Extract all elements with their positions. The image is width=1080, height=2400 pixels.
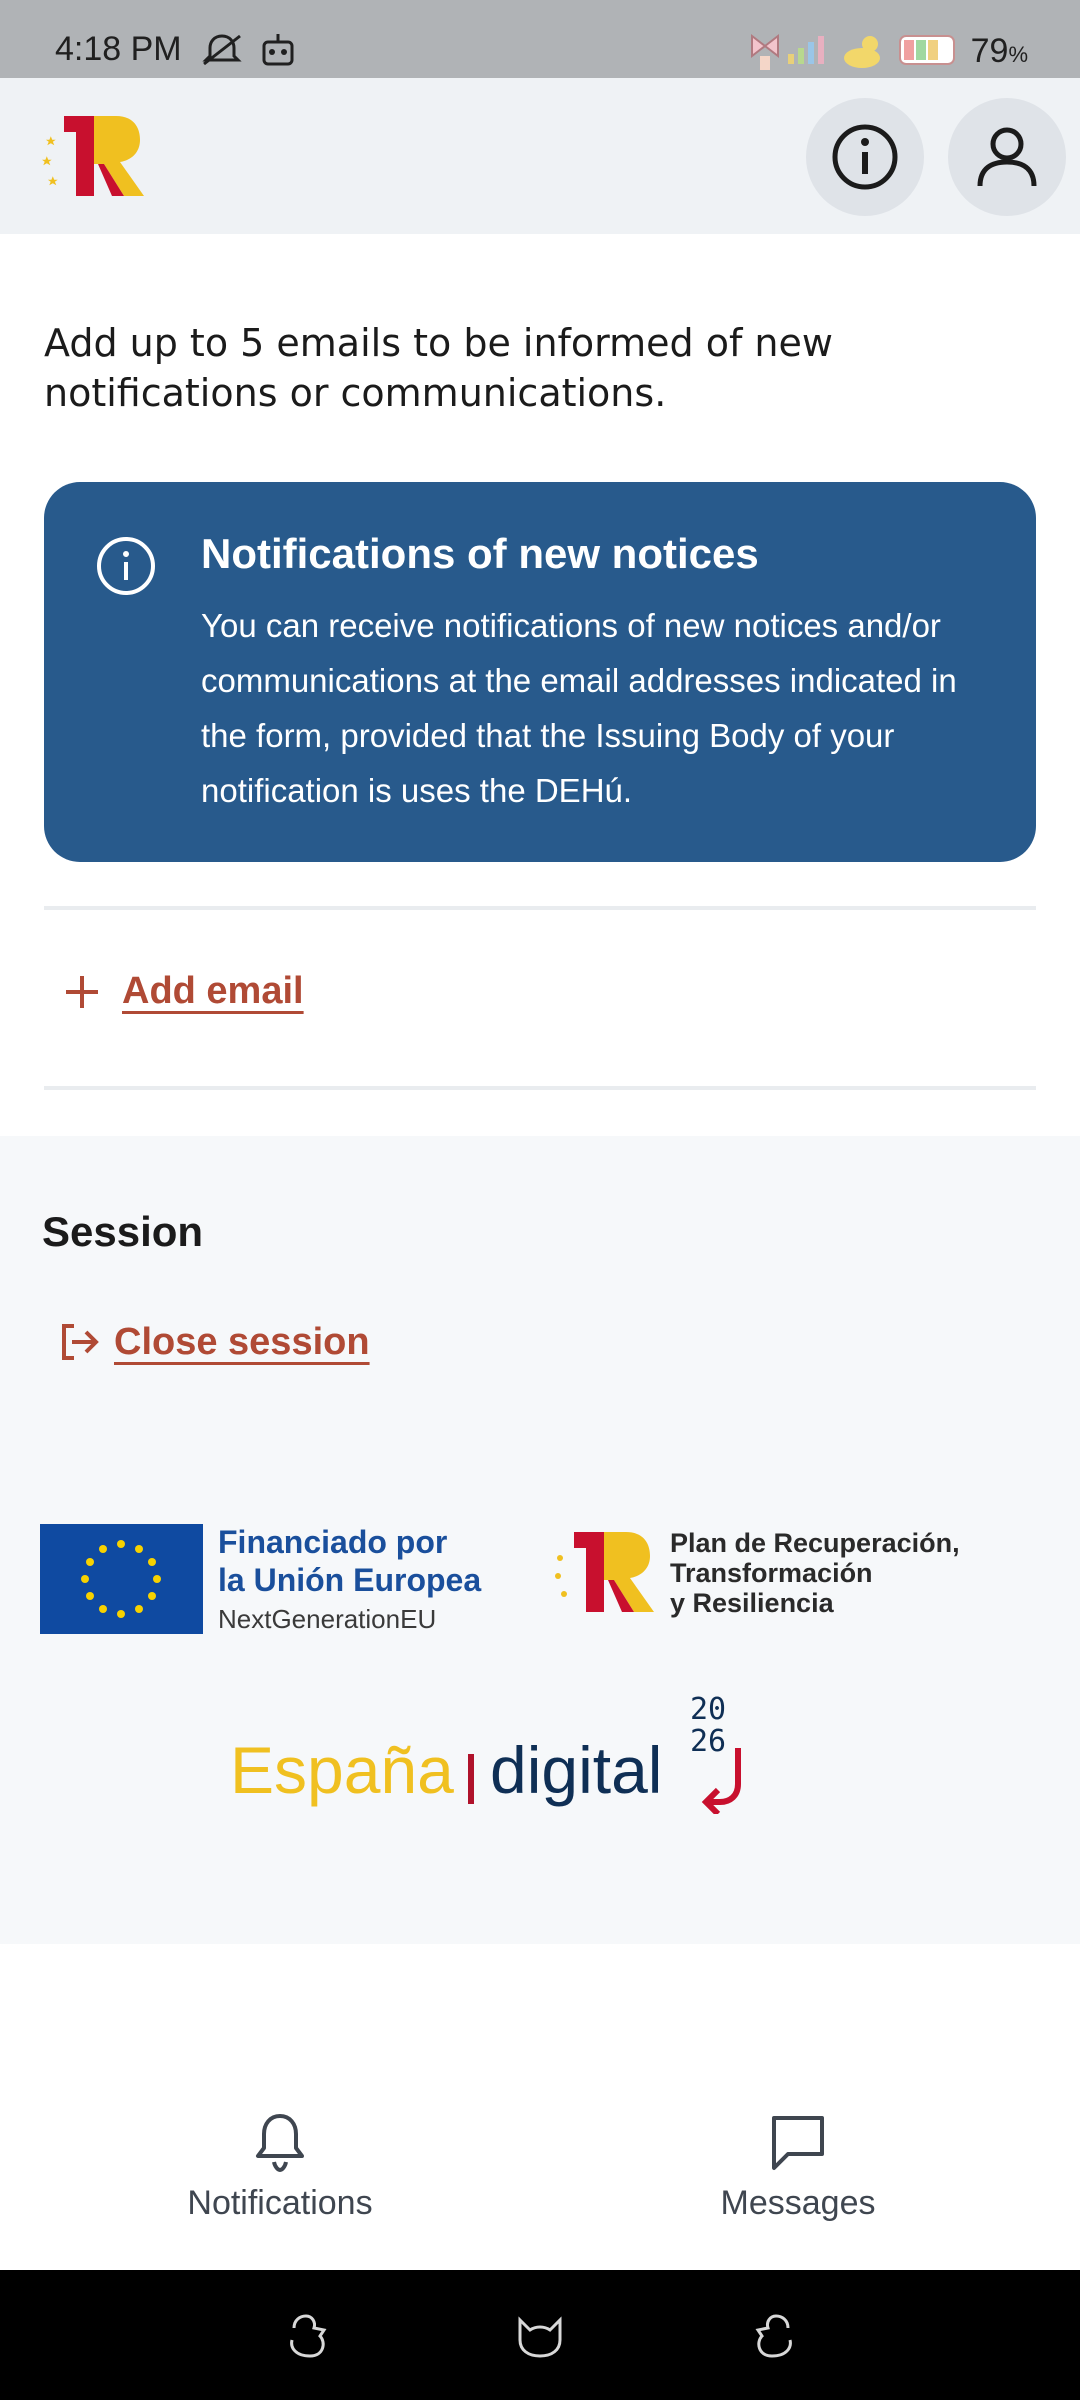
year-bottom: 26 — [690, 1724, 727, 1759]
espana-divider — [468, 1754, 474, 1804]
recovery-plan-emblem — [552, 1528, 662, 1618]
eu-text-line2: la Unión Europea — [218, 1562, 482, 1598]
add-email-button[interactable] — [62, 970, 304, 1013]
divider — [44, 1086, 1036, 1090]
close-session-label: Close session — [114, 1320, 370, 1363]
status-time: 4:18 PM — [55, 30, 182, 68]
info-card-body: You can receive notifications of new notices and/or communications at the email addresses indicated in the form, provided that the Issuing Body of your notification is uses the DEHú. — [201, 607, 957, 809]
bow-icon — [748, 32, 782, 72]
bottom-navigation — [0, 2080, 1080, 2270]
nav-messages-label: Messages — [720, 2184, 876, 2222]
espana-word: España — [230, 1733, 454, 1807]
session-title: Session — [42, 1208, 204, 1255]
eu-text-line1: Financiado por — [218, 1524, 448, 1560]
info-icon — [830, 122, 900, 192]
app-logo[interactable] — [42, 114, 150, 200]
session-section — [0, 1136, 1080, 1944]
info-button[interactable] — [806, 98, 924, 216]
divider — [44, 906, 1036, 910]
app-header — [0, 78, 1080, 234]
eu-flag — [40, 1524, 203, 1634]
add-email-label: Add email — [122, 970, 304, 1012]
info-card — [44, 482, 1036, 862]
notification-robot-icon — [258, 32, 298, 68]
intro-text: Add up to 5 emails to be informed of new notifications or communications. — [44, 321, 833, 415]
eu-text-line3: NextGenerationEU — [218, 1604, 437, 1634]
plus-icon — [62, 972, 102, 1012]
return-arrow-icon — [698, 1744, 748, 1814]
recovery-plan-line1: Plan de Recuperación, — [670, 1528, 960, 1558]
digital-word: digital — [490, 1733, 663, 1807]
recovery-plan-line3: y Resiliencia — [670, 1588, 834, 1618]
recovery-plan-text — [670, 1528, 960, 1618]
nav-notifications[interactable] — [130, 2110, 430, 2223]
logout-icon — [56, 1320, 100, 1364]
espana-digital-logo — [230, 1692, 790, 1822]
year-top: 20 — [690, 1692, 727, 1727]
recovery-plan-logo — [552, 1528, 960, 1622]
status-bar — [0, 0, 1080, 78]
recovery-plan-line2: Transformación — [670, 1558, 873, 1588]
system-nav-bar — [0, 2270, 1080, 2400]
mute-icon — [198, 32, 246, 68]
profile-button[interactable] — [948, 98, 1066, 216]
signal-icon — [786, 32, 834, 66]
bell-icon — [248, 2110, 312, 2174]
close-session-button[interactable] — [56, 1320, 370, 1364]
battery-icon — [896, 32, 962, 68]
info-card-title: Notifications of new notices — [201, 530, 759, 577]
info-icon — [94, 534, 158, 598]
message-icon — [766, 2110, 830, 2174]
nav-messages[interactable] — [648, 2110, 948, 2223]
recents-duck-icon[interactable] — [746, 2308, 802, 2364]
back-duck-icon[interactable] — [280, 2308, 336, 2364]
eu-stars-icon — [40, 1524, 203, 1634]
nav-notifications-label: Notifications — [187, 2184, 373, 2222]
battery-percentage: 79% — [970, 32, 1028, 70]
duck-icon — [840, 32, 886, 72]
user-icon — [972, 122, 1042, 192]
home-cat-icon[interactable] — [512, 2308, 568, 2364]
